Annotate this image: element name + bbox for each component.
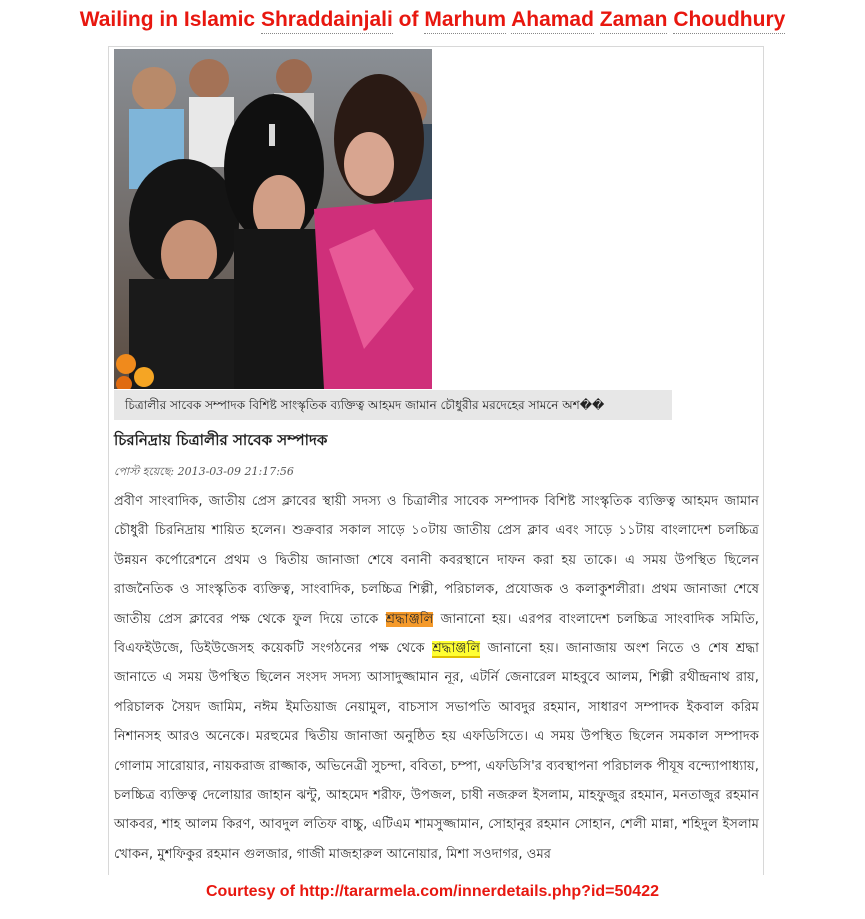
mourners-photo (114, 49, 432, 389)
headline-text: of (392, 8, 425, 31)
headline-link-shraddainjali[interactable]: Shraddainjali (261, 8, 393, 34)
article-title: চিরনিদ্রায় চিত্রালীর সাবেক সম্পাদক (114, 431, 328, 449)
headline-text: Wailing in Islamic (79, 8, 261, 31)
body-text: জানানো হয়। জানাজায় অংশ নিতে ও শেষ শ্রদ্ধা জানাতে এ সময় উপস্থিত ছিলেন সংসদ সদস্য আসাদুজ্জামান নূর, এটর্নি জেনারেল মাহবুবে আলম, শিল্পী রথীন্দ্রনাথ রায়, পরিচালক সৈয়দ জামিম, নঈম ইমতিয়াজ নেয়ামুল, বাচসাস সভাপতি আবদুর রহমান, সাধারণ সম্পাদক ইকবাল করিম নিশানসহ আরও অনেকে। মরহুমের দ্বিতীয় জানাজা অনুষ্ঠিত হয় এফডিসিতে। এ সময় উপস্থিত ছিলেন সমকাল সম্পাদক গোলাম সারোয়ার, নায়করাজ রাজ্জাক, অভিনেত্রী সুচন্দা, ববিতা, চম্পা, এফডিসি'র ব্যবস্থাপনা পরিচালক পীযূষ বন্দ্যোপাধ্যায়, চলচ্চিত্র ব্যক্তিত্ব দেলোয়ার জাহান ঝন্টু, আহমেদ শরীফ, উপজল, চাষী নজরুল ইসলাম, মাহফুজুর রহমান, মনতাজুর রহমান আকবর, শাহ আলম কিরণ, আবদুল লতিফ বাচ্চু, এটিএম শামসুজ্জামান, সোহানুর রহমান সোহান, শেলী মান্না, শহিদুল ইসলাম খোকন, মুশফিকুর রহমান গুলজার, গাজী মাজহারুল আনোয়ার, মিশা সওদাগর, ওমর (114, 641, 759, 862)
highlighted-term: শ্রদ্ধাঞ্জলি (385, 611, 434, 627)
article-panel (108, 46, 764, 875)
photo-caption: চিত্রালীর সাবেক সম্পাদক বিশিষ্ট সাংস্কৃতিক ব্যক্তিত্ব আহমদ জামান চৌধুরীর মরদেহের সামনে অশ�� (114, 390, 672, 420)
posted-time: 2013-03-09 21:17:56 (174, 465, 294, 478)
body-text: প্রবীণ সাংবাদিক, জাতীয় প্রেস ক্লাবের স্থায়ী সদস্য ও চিত্রালীর সাবেক সম্পাদক বিশিষ্ট সাংস্কৃতিক ব্যক্তিত্ব আহমদ জামান চৌধুরী চিরনিদ্রায় শায়িত হলেন। শুক্রবার সকাল সাড়ে ১০টায় জাতীয় প্রেস ক্লাব এবং সাড়ে ১১টায় বাংলাদেশ চলচ্চিত্র উন্নয়ন কর্পোরেশনে প্রথম ও দ্বিতীয় জানাজা শেষে বনানী কবরস্থানে দাফন করা হয় তাকে। এ সময় উপস্থিত ছিলেন রাজনৈতিক ও সাংস্কৃতিক ব্যক্তিত্ব, সাংবাদিক, চলচ্চিত্র শিল্পী, পরিচালক, প্রযোজক ও কলাকুশলীরা। প্রথম জানাজা শেষে জাতীয় প্রেস ক্লাবের পক্ষ থেকে ফুল দিয়ে তাকে (114, 494, 759, 627)
headline-link-choudhury[interactable]: Choudhury (673, 8, 785, 34)
headline-text (594, 8, 600, 31)
posted-label: পোস্ট হয়েছে: (114, 465, 175, 478)
body-text: জানানো হয়। এরপর বাংলাদেশ চলচ্চিত্র সাংবাদিক সমিতি, বিএফইউজে, ডিইউজেসহ কয়েকটি সংগঠনের পক্ষ থেকে (114, 611, 759, 657)
headline (0, 8, 865, 32)
courtesy-source: Courtesy of http://tararmela.com/innerdetails.php?id=50422 (206, 883, 659, 900)
headline-link-marhum[interactable]: Marhum (424, 8, 506, 34)
posted-timestamp (114, 463, 294, 482)
news-photo (114, 49, 432, 389)
highlighted-term: শ্রদ্ধাঞ্জলি (432, 641, 481, 657)
headline-link-ahamad[interactable]: Ahamad (511, 8, 594, 34)
article-body (114, 487, 759, 869)
headline-link-zaman[interactable]: Zaman (600, 8, 668, 34)
